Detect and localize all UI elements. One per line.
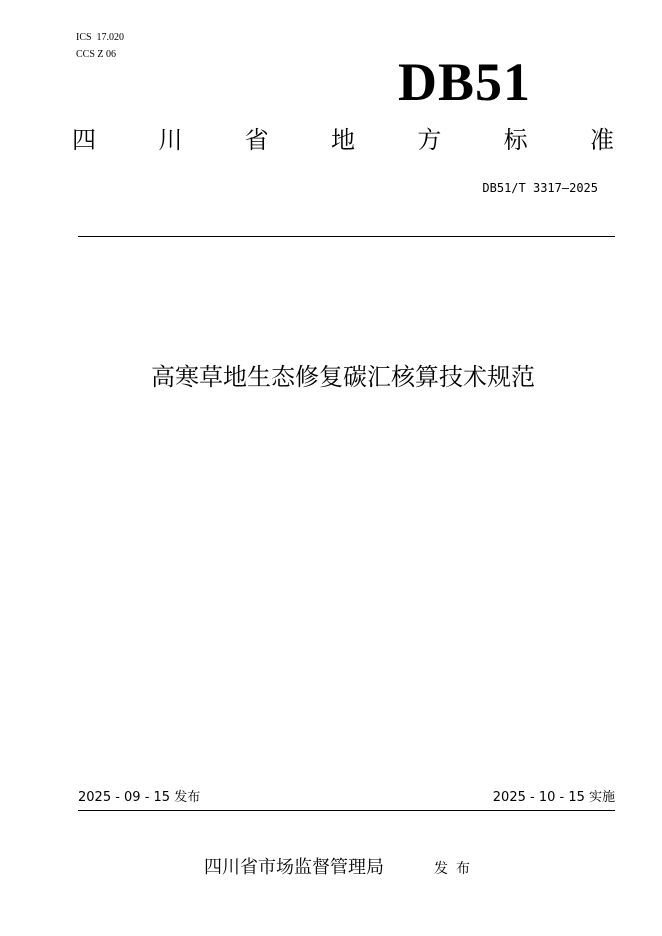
- system-title-char: 标: [503, 126, 528, 154]
- implementation-date: 2025 - 10 - 15 实施: [492, 790, 615, 805]
- publisher: 四川省市场监督管理局: [204, 857, 384, 878]
- system-title-char: 四: [72, 126, 96, 154]
- publish-label: 发布: [434, 861, 478, 877]
- ccs-code: CCS Z 06: [76, 49, 117, 60]
- standard-system-title: [72, 124, 614, 156]
- ics-code: ICS 17.020: [76, 32, 125, 43]
- issue-date: 2025 - 09 - 15 发布: [78, 790, 201, 805]
- system-title-char: 省: [244, 126, 269, 154]
- standard-number: DB51/T 3317—2025: [482, 181, 598, 195]
- system-title-char: 准: [589, 126, 614, 154]
- document-title: 高寒草地生态修复碳汇核算技术规范: [151, 363, 535, 391]
- top-divider: [78, 236, 615, 237]
- bottom-divider: [78, 810, 615, 811]
- system-title-char: 方: [417, 126, 442, 154]
- standard-code: DB51: [398, 52, 532, 112]
- system-title-char: 地: [330, 126, 355, 154]
- system-title-char: 川: [158, 126, 183, 154]
